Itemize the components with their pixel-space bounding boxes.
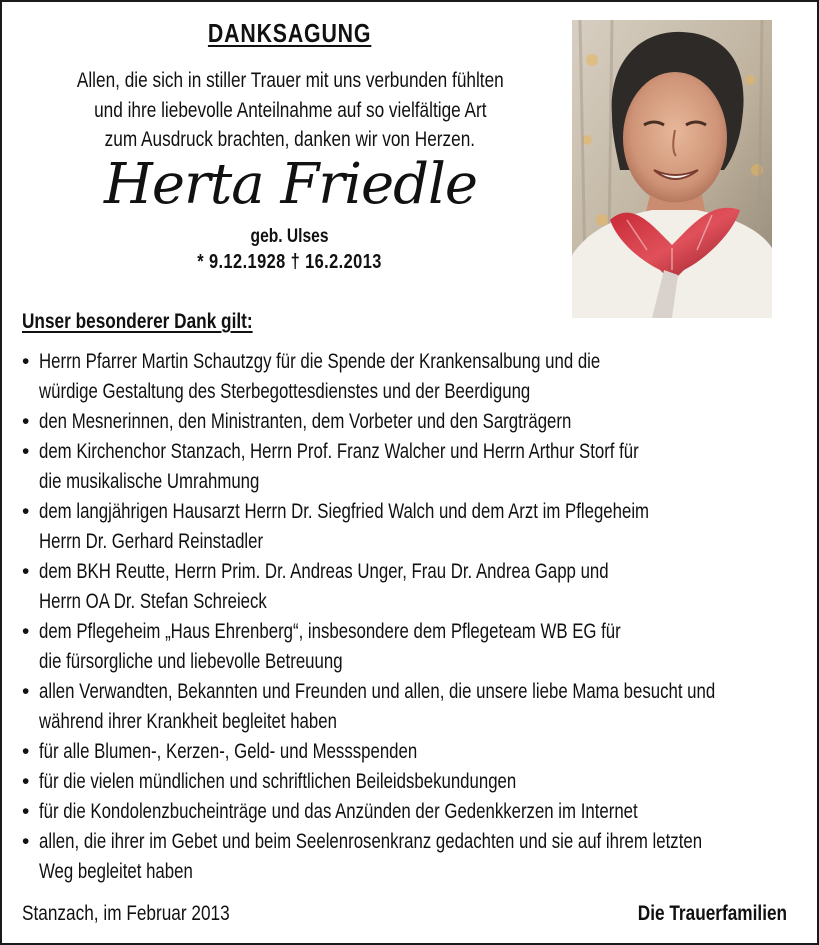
bullet-icon: • bbox=[22, 560, 30, 583]
list-item: • für alle Blumen-, Kerzen-, Geld- und Messspenden bbox=[22, 737, 819, 767]
list-item: • dem Kirchenchor Stanzach, Herrn Prof. Franz Walcher und Herrn Arthur Storf für die musikalische Umrahmung bbox=[22, 437, 819, 497]
signature: Die Trauerfamilien bbox=[637, 902, 787, 925]
place-date: Stanzach, im Februar 2013 bbox=[22, 902, 230, 925]
bullet-icon: • bbox=[22, 440, 30, 463]
list-item: • Herrn Pfarrer Martin Schautzgy für die Spende der Krankensalbung und die würdige Gestaltung des Sterbegottesdienstes und der Beerdigung bbox=[22, 347, 819, 407]
list-item: • dem BKH Reutte, Herrn Prim. Dr. Andreas Unger, Frau Dr. Andrea Gapp und Herrn OA Dr. Stefan Schreieck bbox=[22, 557, 819, 617]
life-dates: * 9.12.1928 † 16.2.2013 bbox=[197, 251, 383, 273]
portrait-photo bbox=[572, 20, 772, 318]
deceased-name: Herta Friedle bbox=[104, 152, 478, 217]
list-item: • dem Pflegeheim „Haus Ehrenberg“, insbesondere dem Pflegeteam WB EG für die fürsorgliche und liebevolle Betreuung bbox=[22, 617, 819, 677]
intro-line: und ihre liebevolle Anteilnahme auf so vielfältige Art bbox=[93, 98, 487, 122]
intro-text bbox=[2, 66, 578, 155]
thanks-list bbox=[22, 347, 819, 887]
list-item: • für die vielen mündlichen und schriftlichen Beileidsbekundungen bbox=[22, 767, 819, 797]
bullet-icon: • bbox=[22, 800, 30, 823]
intro-line: zum Ausdruck brachten, danken wir von Herzen. bbox=[104, 128, 476, 151]
maiden-name: geb. Ulses bbox=[251, 226, 329, 247]
intro-line: Allen, die sich in stiller Trauer mit uns verbunden fühlten bbox=[76, 69, 504, 92]
list-item: • allen Verwandten, Bekannten und Freunden und allen, die unsere liebe Mama besucht und während ihrer Krankheit begleitet haben bbox=[22, 677, 819, 737]
list-item: • für die Kondolenzbucheinträge und das Anzünden der Gedenkkerzen im Internet bbox=[22, 797, 819, 827]
page-title: DANKSAGUNG bbox=[208, 18, 372, 48]
bullet-icon: • bbox=[22, 830, 30, 853]
bullet-icon: • bbox=[22, 350, 30, 373]
list-item: • den Mesnerinnen, den Ministranten, dem Vorbeter und den Sargträgern bbox=[22, 407, 819, 437]
bullet-icon: • bbox=[22, 620, 30, 643]
thanks-heading: Unser besonderer Dank gilt: bbox=[22, 310, 253, 333]
bullet-icon: • bbox=[22, 500, 30, 523]
portrait-photo-icon bbox=[572, 20, 772, 318]
bullet-icon: • bbox=[22, 680, 30, 703]
list-item: • allen, die ihrer im Gebet und beim Seelenrosenkranz gedachten und sie auf ihrem letzten Weg begleitet haben bbox=[22, 827, 819, 887]
list-item: • dem langjährigen Hausarzt Herrn Dr. Siegfried Walch und dem Arzt im Pflegeheim Herrn Dr. Gerhard Reinstadler bbox=[22, 497, 819, 557]
bullet-icon: • bbox=[22, 740, 30, 763]
bullet-icon: • bbox=[22, 410, 30, 433]
bullet-icon: • bbox=[22, 770, 30, 793]
